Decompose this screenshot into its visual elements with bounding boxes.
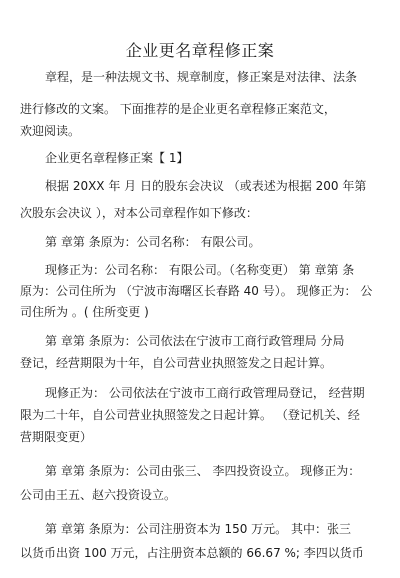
paragraph-line: 司住所为 。( 住所变更 ) [20, 305, 149, 319]
paragraph-line: 第 章第 条原为：公司名称： 有限公司。 [45, 235, 261, 249]
paragraph-line: 以货币出资 100 万元，占注册资本总额的 66.67 %; 李四以货币 [20, 546, 364, 560]
paragraph-line: 公司由王五、赵六投资设立。 [20, 488, 177, 502]
document-title: 企业更名章程修正案 [125, 41, 275, 60]
paragraph-line: 原为：公司住所为 （宁波市海曙区长春路 40 号）。 现修正为： 公 [20, 284, 373, 298]
paragraph-line: 第 章第 条原为：公司由张三、 李四投资设立。 现修正为： [45, 464, 361, 478]
paragraph-line: 第 章第 条原为：公司注册资本为 150 万元。 其中：张三 [45, 522, 351, 536]
paragraph-line: 登记，经营期限为十年，自公司营业执照签发之日起计算。 [20, 356, 333, 370]
paragraph-line: 次股东会决议 ），对本公司章程作如下修改： [20, 206, 258, 220]
paragraph-line: 根据 20XX 年 月 日的股东会决议 （或表述为根据 200 年第 [45, 179, 367, 193]
paragraph-line: 第 章第 条原为：公司依法在宁波市工商行政管理局 分局 [45, 334, 345, 348]
section-heading: 企业更名章程修正案【 1】 [45, 151, 189, 165]
paragraph-line: 现修正为：公司名称： 有限公司。（名称变更） 第 章第 条 [45, 263, 355, 277]
paragraph-line: 进行修改的文案。 下面推荐的是企业更名章程修正案范文， [20, 102, 336, 116]
paragraph-line: 现修正为： 公司依法在宁波市工商行政管理局登记， 经营期 [45, 386, 365, 400]
paragraph-line: 限为二十年，自公司营业执照签发之日起计算。 （登记机关、经 [20, 408, 360, 422]
paragraph-line: 欢迎阅读。 [20, 124, 81, 138]
paragraph-line: 营期限变更） [20, 430, 93, 444]
paragraph-line: 章程，是一种法规文书、规章制度，修正案是对法律、法条 [45, 70, 358, 84]
